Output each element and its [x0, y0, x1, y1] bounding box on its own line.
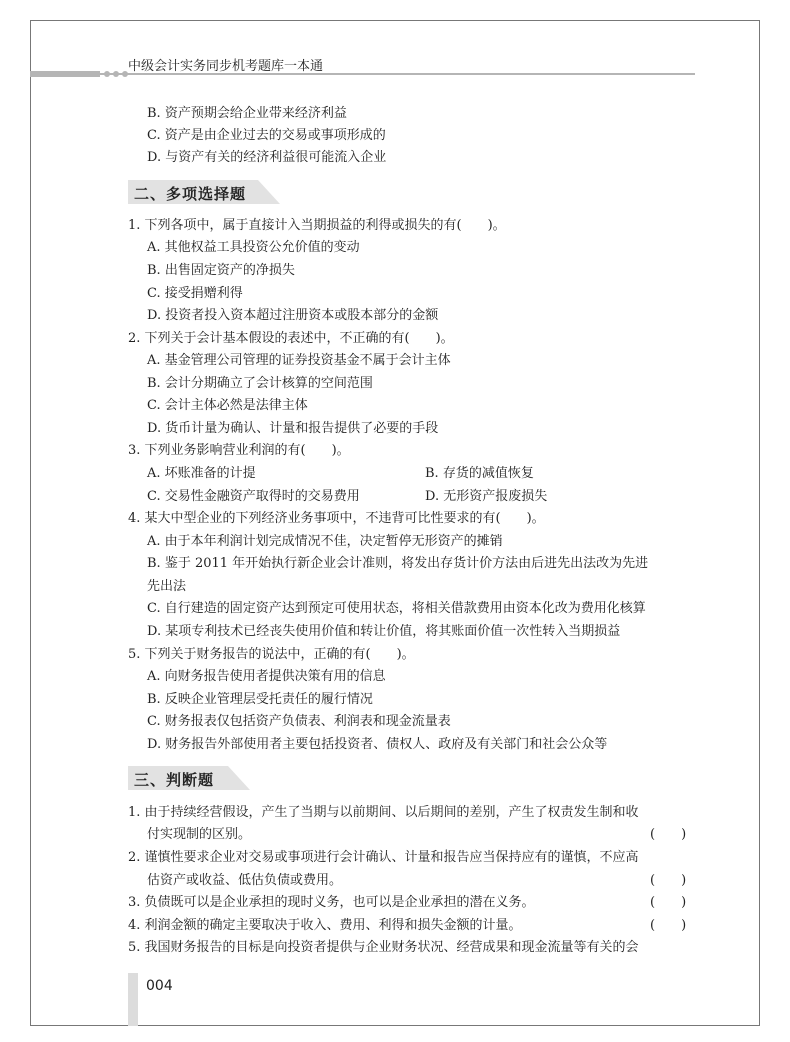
section-title: 三、判断题 — [134, 771, 215, 789]
section-heading — [128, 766, 283, 792]
question-stem: 1. 下列各项中，属于直接计入当期损益的利得或损失的有( )。 — [128, 218, 506, 233]
option-line: A. 由于本年利润计划完成情况不佳，决定暂停无形资产的摊销 — [147, 534, 503, 549]
footer-bar — [128, 973, 138, 1026]
option-line: B. 出售固定资产的净损失 — [147, 263, 295, 278]
running-title: 中级会计实务同步机考题库一本通 — [128, 59, 324, 74]
page-number: 004 — [146, 978, 173, 994]
section-heading-tab — [258, 180, 280, 204]
option-line: B. 资产预期会给企业带来经济利益 — [147, 106, 347, 121]
question-stem: 2. 下列关于会计基本假设的表述中，不正确的有( )。 — [128, 331, 454, 346]
option-line: D. 无形资产报废损失 — [425, 489, 548, 504]
section-title: 二、多项选择题 — [134, 185, 247, 203]
option-line: B. 反映企业管理层受托责任的履行情况 — [147, 692, 373, 707]
option-line: D. 财务报告外部使用者主要包括投资者、债权人、政府及有关部门和社会公众等 — [147, 737, 608, 752]
option-line: D. 某项专利技术已经丧失使用价值和转让价值，将其账面价值一次性转入当期损益 — [147, 624, 621, 639]
section-heading — [128, 180, 283, 206]
question-line: 2. 谨慎性要求企业对交易或事项进行会计确认、计量和报告应当保持应有的谨慎，不应高 — [128, 850, 639, 865]
option-line: C. 交易性金融资产取得时的交易费用 — [147, 489, 360, 504]
option-line: A. 其他权益工具投资公允价值的变动 — [147, 240, 360, 255]
question-line: 4. 利润金额的确定主要取决于收入、费用、利得和损失金额的计量。 — [128, 918, 522, 933]
question-line: 1. 由于持续经营假设，产生了当期与以前期间、以后期间的差别，产生了权责发生制和收 — [128, 805, 639, 820]
option-line: B. 会计分期确立了会计核算的空间范围 — [147, 376, 373, 391]
option-line: A. 向财务报告使用者提供决策有用的信息 — [147, 669, 386, 684]
answer-blank: ( ) — [650, 827, 687, 842]
question-stem: 5. 下列关于财务报告的说法中，正确的有( )。 — [128, 647, 415, 662]
question-line: 付实现制的区别。 — [147, 827, 252, 842]
option-line: D. 货币计量为确认、计量和报告提供了必要的手段 — [147, 421, 439, 436]
section-heading-tab — [228, 766, 250, 790]
question-stem: 3. 下列业务影响营业利润的有( )。 — [128, 443, 350, 458]
question-stem: 4. 某大中型企业的下列经济业务事项中，不违背可比性要求的有( )。 — [128, 511, 545, 526]
option-line: B. 鉴于 2011 年开始执行新企业会计准则，将发出存货计价方法由后进先出法改为先进 — [147, 556, 649, 571]
option-line: C. 资产是由企业过去的交易或事项形成的 — [147, 128, 386, 143]
option-line: B. 存货的减值恢复 — [425, 466, 534, 481]
option-line: C. 自行建造的固定资产达到预定可使用状态，将相关借款费用由资本化改为费用化核算 — [147, 601, 646, 616]
option-line: A. 坏账准备的计提 — [147, 466, 256, 481]
answer-blank: ( ) — [650, 873, 687, 888]
answer-blank: ( ) — [650, 895, 687, 910]
answer-blank: ( ) — [650, 918, 687, 933]
question-line: 5. 我国财务报告的目标是向投资者提供与企业财务状况、经营成果和现金流量等有关的会 — [128, 940, 639, 955]
option-line: C. 财务报表仅包括资产负债表、利润表和现金流量表 — [147, 714, 451, 729]
option-line: 先出法 — [147, 579, 187, 594]
option-line: D. 与资产有关的经济利益很可能流入企业 — [147, 150, 387, 165]
header-bar — [30, 71, 100, 77]
option-line: C. 接受捐赠利得 — [147, 286, 243, 301]
question-line: 估资产或收益、低估负债或费用。 — [147, 873, 343, 888]
option-line: D. 投资者投入资本超过注册资本或股本部分的金额 — [147, 308, 439, 323]
option-line: C. 会计主体必然是法律主体 — [147, 398, 308, 413]
option-line: A. 基金管理公司管理的证券投资基金不属于会计主体 — [147, 353, 451, 368]
question-line: 3. 负债既可以是企业承担的现时义务，也可以是企业承担的潜在义务。 — [128, 895, 535, 910]
